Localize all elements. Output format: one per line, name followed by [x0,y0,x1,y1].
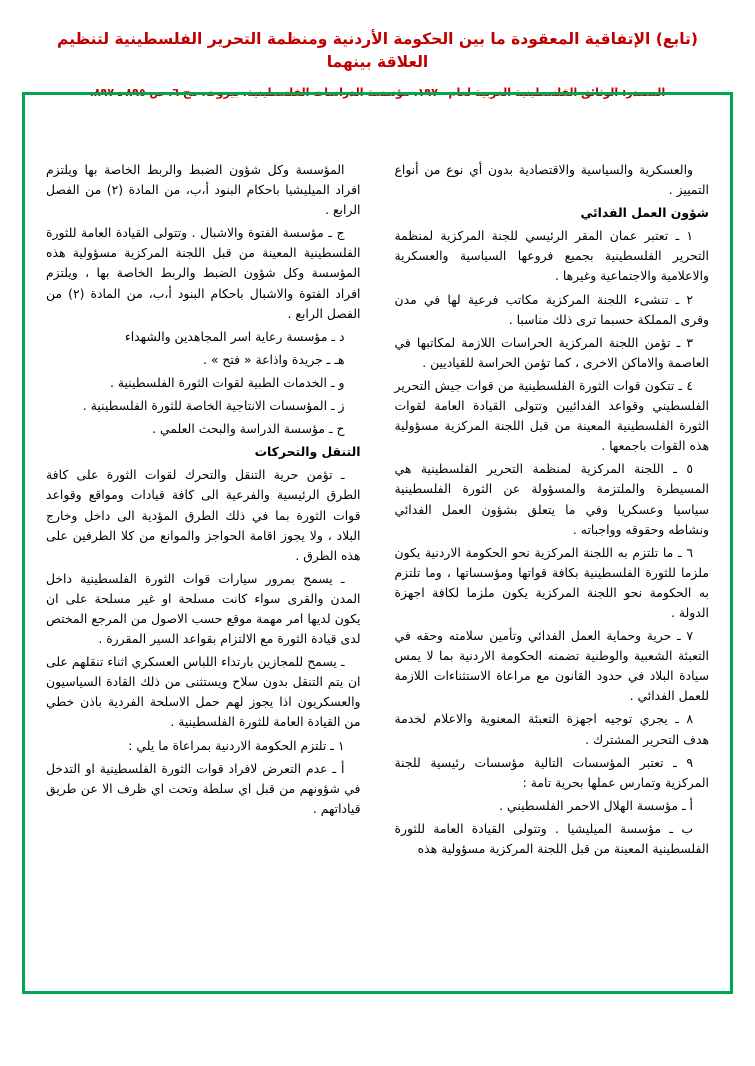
paragraph: و ـ الخدمات الطبية لقوات الثورة الفلسطينية . [110,374,345,390]
paragraph: د ـ مؤسسة رعاية اسر المجاهدين والشهداء [124,328,345,344]
paragraph: ٦ ـ ما تلتزم به اللجنة المركزية نحو الحكومة الاردنية يكون ملزما للثورة الفلسطينية بكافة قواتها ومؤسساتها ، وما تلتزم به الحكومة نحو اللجنة المركزية يكون ملزما لكافة اجهزة الدولة . [394,544,709,620]
paragraph: هـ ـ جريدة واذاعة « فتح » . [203,351,345,367]
paragraph: ـ تؤمن حرية التنقل والتحرك لقوات الثورة على كافة الطرق الرئيسية والفرعية الى كافة قيادات ومواقع وقواعد قوات الثورة بما في ذلك الطرق المؤدية الى داخل وخارج البلاد ، ولا يجوز اقامة الحواجز والموانع من كلا الطرفين على هذه الطرق . [46,467,361,563]
paragraph: والعسكرية والسياسية والاقتصادية بدون أي نوع من أنواع التمييز . [394,162,709,198]
paragraph: ج ـ مؤسسة الفتوة والاشبال . وتتولى القيادة العامة للثورة الفلسطينية المعينة من قبل اللجنة المركزية مسؤولية هذه المؤسسة وكل شؤون الضبط والربط الخاصة بها ، ويلتزم افراد الفتوة والاشبال باحكام البنود أ،ب، من المادة (٢) من الفصل الرابع . [46,225,361,321]
paragraph: ـ يسمح بمرور سيارات قوات الثورة الفلسطينية داخل المدن والقرى سواء كانت مسلحة او غير مسلحة على ان يكون لديها امر مهمة موقع حسب الاصول من المرجع المختص لدى قيادة الثورة مع الالتزام بقواعد السير المقررة . [46,570,361,647]
paragraph: ٩ ـ تعتبر المؤسسات التالية مؤسسات رئيسية للجنة المركزية وتمارس عملها بحرية تامة : [394,754,709,790]
source-line: المصدر: الوثائق الفلسطينية العربية لعام ١٩٧٠، مؤسسة الدراسات الفلسطينية، بيروت، مج ٦، ص ٨٩٥ ـ ٨٩٧. [89,85,666,99]
paragraph: ب ـ مؤسسة الميليشيا . وتتولى القيادة العامة للثورة الفلسطينية المعينة من قبل اللجنة المركزية مسؤولية هذه [394,820,709,856]
paragraph: ٥ ـ اللجنة المركزية لمنظمة التحرير الفلسطينية هي المسيطرة والملتزمة والمسؤولة عن الثورة الفلسطينية سياسيا وعسكريا وفي ما يتعلق بشؤون العمل الفدائي ونشاطه وحقوقه وواجباته . [394,461,709,537]
paragraph: ـ يسمح للمجازين بارتداء اللباس العسكري اثناء تنقلهم على ان يتم التنقل بدون سلاح ويستثنى من ذلك القادة السياسيون والعسكريون اذا يجوز لهم حمل الاسلحة الفردية باذن خطي من القيادة العامة للثورة الفلسطينية . [46,654,361,730]
paragraph: ١ ـ تعتبر عمان المقر الرئيسي للجنة المركزية لمنظمة التحرير الفلسطينية بجميع فروعها السياسية والعسكرية والاعلامية والاجتماعية وغيرها . [394,228,709,284]
section-heading: التنقل والتحركات [254,444,361,460]
column-left [46,160,361,862]
column-right [395,160,710,862]
document-header [0,0,755,101]
paragraph: ز ـ المؤسسات الانتاجية الخاصة للثورة الفلسطينية . [82,398,345,414]
text-columns [46,160,709,862]
paragraph: ٨ ـ يجري توجيه اجهزة التعبئة المعنوية والاعلام لخدمة هدف التحرير المشترك . [394,711,709,747]
paragraph: ٧ ـ حرية وحماية العمل الفدائي وتأمين سلامته وحقه في التعبئة الشعبية والوطنية تضمنه الحكومة الاردنية بما لا يمس سيادة البلاد في حدود القانون مع مراعاة الاستثناءات اللازمة للعمل الفدائي . [394,628,709,704]
paragraph: ح ـ مؤسسة الدراسة والبحث العلمي . [152,421,345,437]
paragraph: ٣ ـ تؤمن اللجنة المركزية الحراسات اللازمة لمكاتبها في العاصمة والاماكن الاخرى ، كما تؤمن الحراسة للقياديين . [394,334,709,370]
page-title: (تابع) الإتفاقية المعقودة ما بين الحكومة الأردنية ومنظمة التحرير الفلسطينية لتنظيم العلاقة بينهما [57,30,698,72]
paragraph: ٤ ـ تتكون قوات الثورة الفلسطينية من قوات جيش التحرير الفلسطيني وقواعد الفدائيين وتتولى القيادة العامة لقوات الثورة الفلسطينية المعينة من قبل اللجنة المركزية مسؤولية هذه القوات باجمعها . [394,377,709,454]
paragraph: ١ ـ تلتزم الحكومة الاردنية بمراعاة ما يلي : [128,737,345,753]
paragraph: ٢ ـ تنشىء اللجنة المركزية مكاتب فرعية لها في مدن وقرى المملكة حسبما ترى ذلك مناسبا . [394,291,709,327]
paragraph: المؤسسة وكل شؤون الضبط والربط الخاصة بها ويلتزم افراد الميليشيا باحكام البنود أ،ب، من المادة (٢) من الفصل الرابع . [46,162,361,218]
section-heading: شؤون العمل الفدائي [580,205,709,221]
paragraph: أ ـ مؤسسة الهلال الاحمر الفلسطيني . [499,797,693,813]
paragraph: أ ـ عدم التعرض لافراد قوات الثورة الفلسطينية او التدخل في شؤونهم من قبل اي سلطة وتحت اي ظرف الا عن طريق قياداتهم . [46,760,361,816]
